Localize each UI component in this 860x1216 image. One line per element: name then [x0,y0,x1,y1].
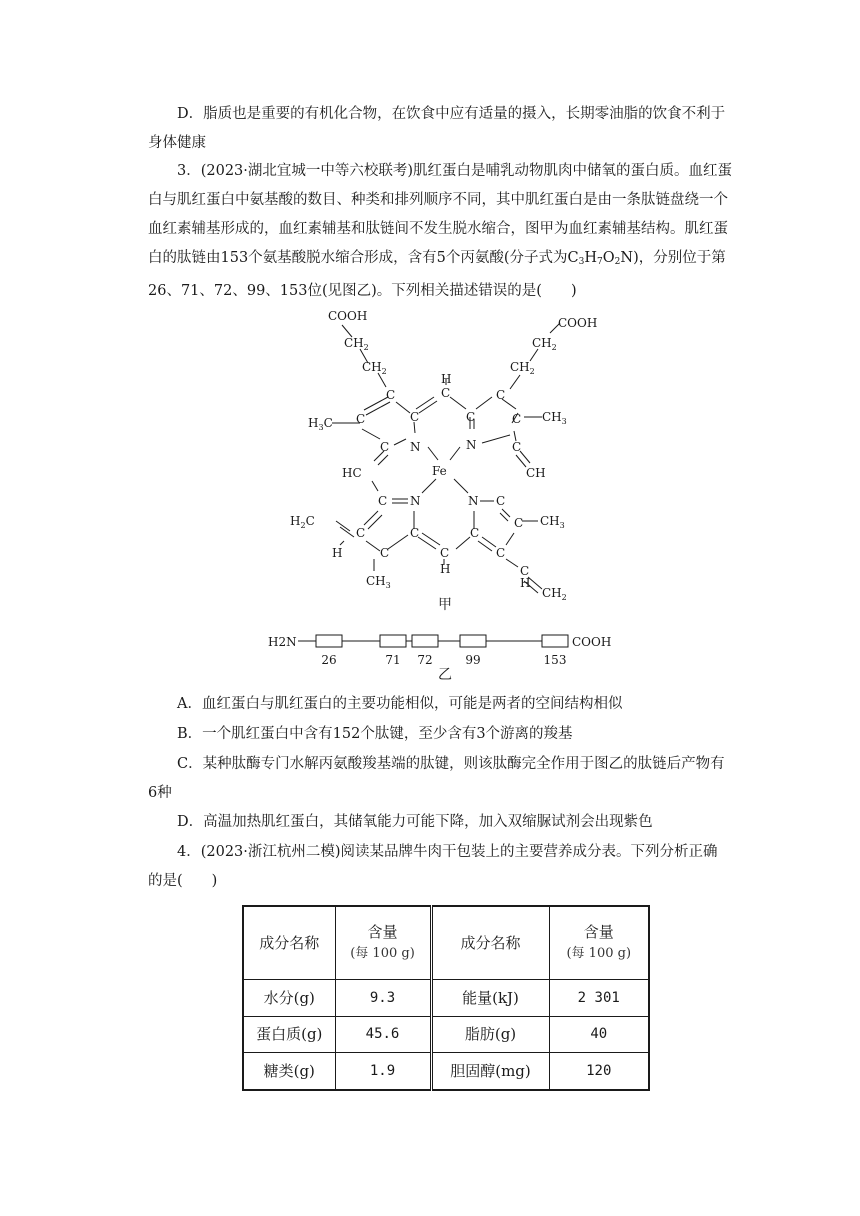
option-c-text-cont: 6种 [148,785,172,801]
col-header-name: 成分名称 [243,906,335,980]
c-atom: C [410,526,420,540]
nutrient-name: 能量(kJ) [431,980,549,1017]
fe-atom: Fe [432,464,447,478]
figure-b-caption: 乙 [438,667,452,683]
formula-o: O [602,250,615,266]
c-atom: C [512,440,522,454]
q3-stem [148,157,734,306]
alanine-residue-box [412,635,438,647]
residue-position-label: 26 [321,653,337,667]
q3-stem-text-end: N)，分别位于第26、71、72、99、153位(见图乙)。下列相关描述错误的是( ) [148,250,726,299]
amount-unit: (每 100 g) [566,946,632,961]
col-header-amount [549,906,649,980]
q3-option-c [148,750,734,808]
c-atom: C [410,410,420,424]
h2c-label: $H_2C$ [290,514,315,530]
q4-stem-text: 4．(2023·浙江杭州二模)阅读某品牌牛肉干包装上的主要营养成分表。下列分析正确 [177,844,718,860]
option-d-text: D．高温加热肌红蛋白，其储氧能力可能下降，加入双缩脲试剂会出现紫色 [177,814,653,830]
ch-label: CH [526,466,546,480]
table-header-row [243,906,649,980]
col-header-amount [335,906,431,980]
peptide-chain-diagram [262,628,632,668]
n-atom: N [466,438,477,452]
ch2-label: $CH_2$ [344,336,369,352]
ch2-label: $CH_2$ [542,586,567,602]
alanine-residue-box [316,635,342,647]
c-atom: C [386,388,396,402]
ch2-label: $CH_2$ [532,336,557,352]
table-row [243,1053,649,1090]
q4-stem [148,838,734,896]
option-d-text-cont: 身体健康 [148,135,206,151]
ch2-label: $CH_2$ [510,360,535,376]
amount-unit: (每 100 g) [350,946,415,961]
cooh-label: COOH [328,309,368,323]
option-c-text: C．某种肽酶专门水解丙氨酸羧基端的肽键，则该肽酶完全作用于图乙的肽链后产物有 [177,756,725,772]
atom-labels [290,309,597,602]
h-atom: H [441,372,452,386]
col-header-name: 成分名称 [431,906,549,980]
c-atom: C [380,440,390,454]
n-terminus-label: H2N [268,635,297,649]
q4-stem-text-cont: 的是( ) [148,873,218,889]
alanine-residue-box [460,635,486,647]
h3c-label: $H_3C$ [308,416,333,432]
c-atom: C [520,564,530,578]
nutrition-table [242,905,650,1091]
residue-position-label: 71 [385,653,401,667]
formula-sub: 7 [597,257,603,267]
nutrient-name: 脂肪(g) [431,1016,549,1053]
nutrient-value: 1.9 [335,1053,431,1090]
option-d-text: D．脂质也是重要的有机化合物，在饮食中应有适量的摄入，长期零油脂的饮食不利于 [177,106,726,122]
h-atom: H [440,562,451,576]
option-a-text: A．血红蛋白与肌红蛋白的主要功能相似，可能是两者的空间结构相似 [177,696,623,712]
c-atom: C [378,494,388,508]
hc-label: HC [342,466,362,480]
alanine-residue-box [542,635,568,647]
c-atom: C [441,386,451,400]
nutrient-name: 胆固醇(mg) [431,1053,549,1090]
ch3-label: $CH_3$ [540,514,565,530]
formula-h: H [584,250,598,266]
alanine-residues [316,635,568,667]
c-atom: C [440,546,450,560]
c-atom: C [514,516,524,530]
figure-a-caption: 甲 [438,597,452,613]
n-atom: N [468,494,479,508]
ch2-label: $CH_2$ [362,360,387,376]
nutrient-value: 120 [549,1053,649,1090]
amount-label: 含量 [583,923,614,941]
nutrient-name: 蛋白质(g) [243,1016,335,1053]
table-row [243,980,649,1017]
c-atom: C [470,526,480,540]
formula-sub: 2 [614,257,621,267]
q3-option-b [148,720,734,749]
nutrient-value: 40 [549,1016,649,1053]
alanine-residue-box [380,635,406,647]
formula-sub: 3 [578,257,585,267]
c-atom: C [496,388,506,402]
h-atom: H [520,576,531,590]
ch3-label: $CH_3$ [366,574,391,590]
c-atom: C [380,546,390,560]
q2-option-d [148,100,734,158]
nutrient-value: 2 301 [549,980,649,1017]
nutrient-name: 糖类(g) [243,1053,335,1090]
residue-position-label: 153 [543,653,567,667]
nutrient-name: 水分(g) [243,980,335,1017]
nutrient-value: 45.6 [335,1016,431,1053]
cooh-label: COOH [558,316,598,330]
q3-option-a [148,690,734,719]
c-terminus-label: COOH [572,635,612,649]
c-atom: C [496,546,506,560]
c-atom: C [356,526,366,540]
table-row [243,1016,649,1053]
nutrient-value: 9.3 [335,980,431,1017]
n-atom: N [410,440,421,454]
c-atom: C [466,410,476,424]
amount-label: 含量 [367,923,398,941]
heme-structure-diagram [270,305,620,625]
ch3-label: $CH_3$ [542,410,567,426]
residue-position-label: 99 [465,653,481,667]
q3-option-d [148,808,734,837]
n-atom: N [410,494,421,508]
h-atom: H [332,546,343,560]
c-atom: C [512,412,522,426]
option-b-text: B．一个肌红蛋白中含有152个肽键，至少含有3个游离的羧基 [177,726,573,742]
q3-stem-text: 3．(2023·湖北宜城一中等六校联考)肌红蛋白是哺乳动物肌肉中储氧的蛋白质。血红蛋白与肌红蛋白中氨基酸的数目、种类和排列顺序不同，其中肌红蛋白是由一条肽链盘绕一个血红素辅基形成的，血红素辅基和肽链间不发生脱水缩合，图甲为血红素辅基结构。肌红蛋白的肽链由153个氨基酸脱水缩合形成，含有5个丙氨酸(分子式为C [148,163,733,266]
c-atom: C [356,412,366,426]
residue-position-label: 72 [417,653,433,667]
c-atom: C [496,494,506,508]
